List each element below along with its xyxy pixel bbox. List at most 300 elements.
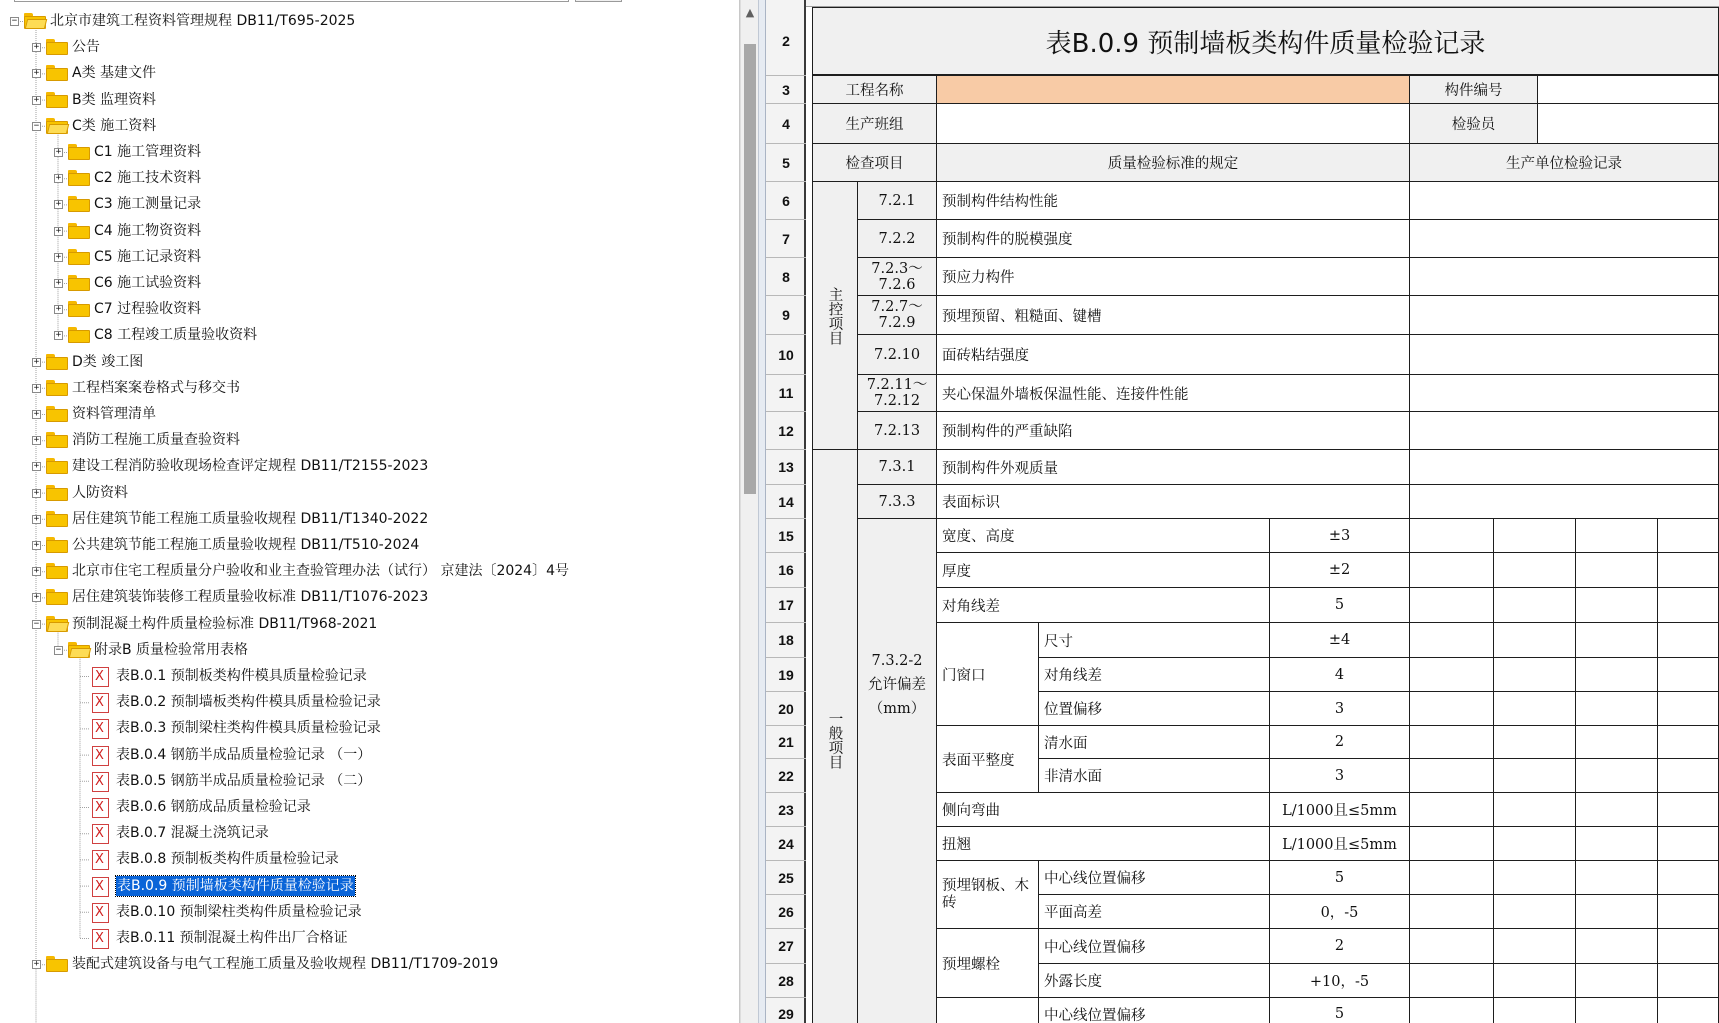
record-cell[interactable] [1576,861,1658,895]
main-item-desc[interactable] [937,182,1410,220]
flatness-value[interactable] [1270,726,1410,759]
tree-item-folder[interactable] [0,611,740,637]
general-item-desc[interactable] [937,485,1410,519]
tolerance-label[interactable] [937,519,1270,553]
record-cell[interactable] [1494,658,1576,692]
tree-item-folder[interactable] [0,8,740,34]
expand-icon[interactable]: + [55,304,62,315]
expand-icon[interactable]: + [33,435,40,446]
tree-scrollbar[interactable] [740,0,758,1023]
record-cell[interactable] [1658,726,1719,759]
expand-icon[interactable]: + [33,566,40,577]
record-cell[interactable] [1494,692,1576,726]
tree-item-label[interactable]: 表B.0.5 钢筋半成品质量检验记录 （二） [116,772,372,789]
row-number[interactable]: 21 [766,726,806,759]
row-number[interactable]: 15 [766,519,806,553]
form-title[interactable] [812,7,1719,76]
document-x-icon: X [90,850,109,870]
record-cell[interactable] [1410,623,1494,658]
row-number[interactable]: 10 [766,335,806,375]
row-number[interactable]: 11 [766,375,806,412]
flatness-sub[interactable] [1039,759,1270,793]
tree-item-document[interactable] [0,820,740,846]
expand-icon[interactable]: + [55,173,62,184]
record-cell[interactable] [1410,929,1494,964]
tree-item-label[interactable]: 表B.0.6 钢筋成品质量检验记录 [116,799,311,815]
tree-item-folder[interactable] [0,139,740,165]
team-input[interactable] [937,104,1410,144]
tolerance-code-block[interactable] [858,519,937,1023]
tree-item-label[interactable]: 表B.0.7 混凝土浇筑记录 [116,825,269,842]
row-number[interactable]: 8 [766,258,806,296]
door-window-value[interactable] [1270,623,1410,658]
record-cell[interactable] [1658,895,1719,929]
record-cell[interactable] [1576,827,1658,861]
row-number[interactable]: 28 [766,964,806,998]
main-item-desc[interactable] [937,296,1410,335]
folder-icon [68,247,90,265]
record-cell[interactable] [1410,658,1494,692]
steel-plate-sub-text: 平面高差 [1044,905,1102,921]
record-cell[interactable] [1494,998,1576,1023]
tree-item-label[interactable]: 北京市建筑工程资料管理规程 DB11/T695-2025 [50,13,356,29]
expand-icon[interactable]: + [33,382,40,393]
door-window-value-text: 4 [1334,666,1345,683]
tree-item-folder[interactable] [0,558,740,584]
header-record[interactable] [1410,144,1719,182]
general-label[interactable] [812,450,858,1023]
folder-icon [46,954,68,972]
main-item-desc[interactable] [937,375,1410,412]
record-cell[interactable] [1410,553,1494,588]
tree-item-label[interactable]: C5 施工记录资料 [94,248,202,265]
tree-item-label[interactable]: C3 施工测量记录 [94,196,202,213]
record-cell[interactable] [1658,827,1719,861]
record-cell[interactable] [1410,588,1494,623]
next-row-value[interactable] [1270,998,1410,1023]
collapse-icon[interactable]: − [33,618,40,629]
tree-item-label[interactable]: 工程档案案卷格式与移交书 [72,379,240,396]
tree-item-label[interactable]: 公告 [72,39,100,56]
tree-item-label[interactable]: A类 基建文件 [72,65,157,82]
tolerance-value-text: L/1000且≤5mm [1282,803,1397,819]
general-item-record[interactable] [1410,485,1719,519]
record-cell[interactable] [1410,759,1494,793]
general-item-record[interactable] [1410,450,1719,485]
record-cell[interactable] [1410,861,1494,895]
bolt-sub[interactable] [1039,929,1270,964]
row-number[interactable]: 6 [766,182,806,220]
row-number[interactable]: 16 [766,553,806,588]
record-cell[interactable] [1494,964,1576,998]
header-standard-text: 质量检验标准的规定 [1107,156,1239,172]
tree-item-folder[interactable] [0,401,740,427]
expand-icon[interactable]: + [55,330,62,341]
flatness-label-text: 表面平整度 [942,752,1015,769]
tree-item-label[interactable]: 表B.0.2 预制墙板类构件模具质量检验记录 [116,694,381,711]
record-cell[interactable] [1576,658,1658,692]
main-item-code[interactable] [858,296,937,335]
tree-item-folder[interactable] [0,532,740,558]
row-number[interactable]: 7 [766,220,806,258]
tree-item-label[interactable]: D类 竣工图 [72,353,144,370]
tree-item-label[interactable]: 表B.0.4 钢筋半成品质量检验记录 （一） [116,746,372,763]
tree-item-folder[interactable] [0,951,740,977]
steel-plate-value[interactable] [1270,895,1410,929]
tree-item-label[interactable]: C6 施工试验资料 [94,275,202,291]
record-cell[interactable] [1576,553,1658,588]
main-item-code[interactable] [858,182,937,220]
tree-item-folder[interactable] [0,480,740,506]
record-cell[interactable] [1494,827,1576,861]
tree-item-label[interactable]: 预制混凝土构件质量检验标准 DB11/T968-2021 [72,615,378,632]
tree-item-label[interactable]: 表B.0.8 预制板类构件质量检验记录 [116,851,339,868]
tree-item-folder[interactable] [0,322,740,348]
tree-item-label[interactable]: 公共建筑节能工程施工质量验收规程 DB11/T510-2024 [72,537,420,553]
tree-item-label[interactable]: C1 施工管理资料 [94,144,202,160]
tree-item-folder[interactable] [0,270,740,296]
flatness-label[interactable] [937,726,1039,793]
row-number[interactable]: 17 [766,588,806,623]
main-item-record[interactable] [1410,375,1719,412]
record-cell[interactable] [1658,759,1719,793]
tree-item-folder[interactable] [0,87,740,113]
tree-item-label[interactable]: C4 施工物资资料 [94,222,202,239]
expand-icon[interactable]: + [33,592,40,603]
record-cell[interactable] [1658,623,1719,658]
tolerance-value[interactable] [1270,793,1410,827]
row-number[interactable]: 13 [766,450,806,485]
scrollbar-thumb[interactable] [744,44,756,494]
tree-item-document[interactable] [0,689,740,715]
collapse-icon[interactable]: − [11,16,18,26]
component-no-input[interactable] [1538,76,1719,104]
record-cell[interactable] [1410,692,1494,726]
tree-item-label[interactable]: 资料管理清单 [72,406,156,422]
folder-icon [46,63,68,81]
steel-plate-sub[interactable] [1039,895,1270,929]
record-cell[interactable] [1658,793,1719,827]
tree-item-label[interactable]: B类 监理资料 [72,91,157,108]
expand-icon[interactable]: + [33,540,40,550]
tree-item-folder[interactable] [0,218,740,244]
tree-view[interactable] [0,8,740,1023]
tree-item-label[interactable]: 表B.0.10 预制梁柱类构件质量检验记录 [116,903,362,920]
steel-plate-label-text: 预埋钢板、木砖 [942,877,1029,911]
record-cell[interactable] [1658,861,1719,895]
record-cell[interactable] [1576,964,1658,998]
folder-icon [46,456,68,474]
main-item-record[interactable] [1410,335,1719,375]
row-number[interactable]: 20 [766,692,806,726]
tree-item-folder[interactable] [0,165,740,191]
tree-item-label[interactable]: 建设工程消防验收现场检查评定规程 DB11/T2155-2023 [72,458,429,475]
steel-plate-label[interactable] [937,861,1039,929]
record-cell[interactable] [1410,998,1494,1023]
tree-item-folder[interactable] [0,375,740,401]
record-cell[interactable] [1410,726,1494,759]
door-window-sub[interactable] [1039,692,1270,726]
record-cell[interactable] [1410,827,1494,861]
main-item-desc[interactable] [937,258,1410,296]
tree-item-folder[interactable] [0,453,740,479]
bolt-label-text: 预埋螺栓 [942,956,1000,973]
record-cell[interactable] [1494,793,1576,827]
record-cell[interactable] [1658,929,1719,964]
tree-item-label[interactable]: 表B.0.9 预制墙板类构件质量检验记录 [117,877,354,894]
main-item-code[interactable] [858,258,937,296]
expand-icon[interactable]: + [55,147,62,157]
tree-item-document[interactable] [0,715,740,741]
tree-item-folder[interactable] [0,244,740,270]
general-item-code-text: 7.3.1 [878,459,916,475]
expand-icon[interactable]: + [33,409,40,419]
record-cell[interactable] [1494,726,1576,759]
tree-item-label[interactable]: C类 施工资料 [72,117,157,134]
tree-item-folder[interactable] [0,637,740,663]
flatness-sub[interactable] [1039,726,1270,759]
expand-icon[interactable]: + [55,199,62,210]
record-cell[interactable] [1576,692,1658,726]
main-item-code-text: 7.2.10 [873,346,921,363]
row-number[interactable]: 18 [766,623,806,658]
tree-item-label[interactable]: 居住建筑装饰装修工程质量验收标准 DB11/T1076-2023 [72,589,429,606]
bolt-sub[interactable] [1039,964,1270,998]
record-cell[interactable] [1658,692,1719,726]
row-number[interactable]: 3 [766,76,806,104]
expand-icon[interactable]: + [33,487,40,498]
record-cell[interactable] [1658,588,1719,623]
row-number[interactable]: 27 [766,929,806,964]
tree-item-document[interactable] [0,794,740,820]
row-number[interactable]: 29 [766,998,806,1023]
record-cell[interactable] [1410,519,1494,553]
tree-item-folder[interactable] [0,34,740,60]
record-cell[interactable] [1658,998,1719,1023]
expand-icon[interactable]: + [33,42,40,53]
bolt-label[interactable] [937,929,1039,998]
tolerance-label[interactable] [937,827,1270,861]
record-cell[interactable] [1410,793,1494,827]
door-window-label[interactable] [937,623,1039,726]
main-item-desc[interactable] [937,412,1410,450]
door-window-sub[interactable] [1039,623,1270,658]
row-number[interactable]: 22 [766,759,806,793]
row-number[interactable]: 5 [766,144,806,182]
main-control-label-text: 主控项目 [826,286,843,345]
tree-item-label[interactable]: 北京市住宅工程质量分户验收和业主查验管理办法（试行） 京建法〔2024〕4号 [72,563,569,580]
row-number[interactable]: 2 [766,7,806,76]
record-cell[interactable] [1576,519,1658,553]
record-cell[interactable] [1410,964,1494,998]
row-number[interactable]: 9 [766,296,806,335]
record-cell[interactable] [1576,895,1658,929]
tree-item-document[interactable] [0,663,740,689]
general-item-code-text: 7.3.3 [878,493,916,510]
door-window-sub-text: 尺寸 [1044,633,1073,650]
record-cell[interactable] [1658,519,1719,553]
component-no-label[interactable] [1410,76,1538,104]
flatness-sub-text: 非清水面 [1044,769,1102,785]
inspector-label[interactable] [1410,104,1538,144]
bolt-value-text: +10，-5 [1309,974,1370,990]
steel-plate-value[interactable] [1270,861,1410,895]
project-name-label[interactable] [812,76,937,104]
header-record-text: 生产单位检验记录 [1506,156,1622,172]
main-control-label[interactable] [812,182,858,450]
panel-splitter[interactable] [758,0,766,1023]
next-row-label[interactable] [937,998,1039,1023]
expand-icon[interactable]: + [33,513,40,524]
general-item-code[interactable] [858,485,937,519]
tree-item-label[interactable]: 表B.0.11 预制混凝土构件出厂合格证 [116,930,348,946]
tree-search-button[interactable] [575,0,622,2]
inspector-input[interactable] [1538,104,1719,144]
tree-item-folder[interactable] [0,60,740,86]
tree-item-label[interactable]: 表B.0.1 预制板类构件模具质量检验记录 [116,668,367,684]
header-item[interactable] [812,144,937,182]
record-cell[interactable] [1494,623,1576,658]
project-name-input[interactable] [937,76,1410,104]
tree-item-label[interactable]: 居住建筑节能工程施工质量验收规程 DB11/T1340-2022 [72,510,429,527]
tree-search-bar [0,0,740,3]
record-cell[interactable] [1494,895,1576,929]
record-cell[interactable] [1494,861,1576,895]
next-row-value-text: 5 [1334,1006,1345,1022]
tolerance-label[interactable] [937,588,1270,623]
tree-item-label[interactable]: 人防资料 [72,484,128,501]
record-cell[interactable] [1410,895,1494,929]
tolerance-label-text: 厚度 [942,563,971,580]
record-cell[interactable] [1576,726,1658,759]
expand-icon[interactable]: + [55,225,62,236]
expand-icon[interactable]: + [55,278,62,288]
row-number[interactable]: 19 [766,658,806,692]
record-cell[interactable] [1576,929,1658,964]
tolerance-value[interactable] [1270,827,1410,861]
record-cell[interactable] [1576,759,1658,793]
main-item-record[interactable] [1410,296,1719,335]
tree-item-label[interactable]: 装配式建筑设备与电气工程施工质量及验收规程 DB11/T1709-2019 [72,956,499,973]
record-cell[interactable] [1658,658,1719,692]
tree-item-folder[interactable] [0,427,740,453]
main-item-desc[interactable] [937,335,1410,375]
tree-item-label[interactable]: C8 工程竣工质量验收资料 [94,327,258,344]
main-item-record[interactable] [1410,220,1719,258]
expand-icon[interactable]: + [33,959,40,970]
general-item-desc[interactable] [937,450,1410,485]
record-cell[interactable] [1576,623,1658,658]
main-item-code[interactable] [858,375,937,412]
main-item-code[interactable] [858,220,937,258]
general-item-code[interactable] [858,450,937,485]
record-cell[interactable] [1494,759,1576,793]
expand-icon[interactable]: + [55,251,62,262]
document-x-icon: X [90,903,109,923]
record-cell[interactable] [1576,998,1658,1023]
row-number[interactable]: 14 [766,485,806,519]
door-window-sub[interactable] [1039,658,1270,692]
expand-icon[interactable]: + [33,461,40,472]
row-number[interactable]: 12 [766,412,806,450]
tree-item-folder[interactable] [0,349,740,375]
main-item-record[interactable] [1410,182,1719,220]
main-item-code[interactable] [858,412,937,450]
main-item-desc[interactable] [937,220,1410,258]
tree-item-label[interactable]: C7 过程验收资料 [94,301,202,318]
folder-icon [68,168,90,186]
record-cell[interactable] [1576,793,1658,827]
bolt-value[interactable] [1270,964,1410,998]
record-cell[interactable] [1494,929,1576,964]
tree-item-folder[interactable] [0,191,740,217]
steel-plate-sub[interactable] [1039,861,1270,895]
bolt-value[interactable] [1270,929,1410,964]
tolerance-value[interactable] [1270,588,1410,623]
tolerance-value[interactable] [1270,519,1410,553]
record-cell[interactable] [1658,964,1719,998]
collapse-icon[interactable]: − [33,120,40,131]
tree-search-input[interactable] [14,0,569,2]
tree-item-folder[interactable] [0,296,740,322]
tolerance-label[interactable] [937,793,1270,827]
tree-item-label[interactable]: 表B.0.3 预制梁柱类构件模具质量检验记录 [116,720,381,737]
tree-item-label[interactable]: C2 施工技术资料 [94,170,202,187]
record-cell[interactable] [1576,588,1658,623]
bolt-value-text: 2 [1334,938,1345,954]
row-number[interactable]: 25 [766,861,806,895]
flatness-value[interactable] [1270,759,1410,793]
record-cell[interactable] [1494,553,1576,588]
tree-item-document[interactable] [0,846,740,872]
scroll-up-icon[interactable]: ▲ [745,6,755,19]
team-label[interactable] [812,104,937,144]
main-item-code[interactable] [858,335,937,375]
spreadsheet-view[interactable] [766,0,1719,1023]
tree-item-document[interactable] [0,742,740,768]
tree-item-document[interactable] [0,899,740,925]
tree-item-label[interactable]: 附录B 质量检验常用表格 [94,641,249,658]
expand-icon[interactable]: + [33,94,40,105]
row-number[interactable]: 26 [766,895,806,929]
record-cell[interactable] [1658,553,1719,588]
next-row-sub[interactable] [1039,998,1270,1023]
tree-item-folder[interactable] [0,506,740,532]
main-item-record[interactable] [1410,412,1719,450]
main-item-record[interactable] [1410,258,1719,296]
tolerance-label[interactable] [937,553,1270,588]
expand-icon[interactable]: + [33,356,40,367]
row-number[interactable]: 4 [766,104,806,144]
row-number[interactable]: 24 [766,827,806,861]
row-number[interactable]: 23 [766,793,806,827]
folder-icon [46,90,68,108]
tree-item-folder[interactable] [0,113,740,139]
header-standard[interactable] [937,144,1410,182]
tree-item-label[interactable]: 消防工程施工质量查验资料 [72,432,240,449]
collapse-icon[interactable]: − [55,644,62,655]
expand-icon[interactable]: + [33,68,40,79]
door-window-value[interactable] [1270,692,1410,726]
record-cell[interactable] [1494,588,1576,623]
tolerance-value[interactable] [1270,553,1410,588]
tree-item-document[interactable] [0,873,740,899]
tree-item-document[interactable] [0,925,740,951]
tree-item-folder[interactable] [0,584,740,610]
record-cell[interactable] [1494,519,1576,553]
door-window-value[interactable] [1270,658,1410,692]
tree-item-document[interactable] [0,768,740,794]
